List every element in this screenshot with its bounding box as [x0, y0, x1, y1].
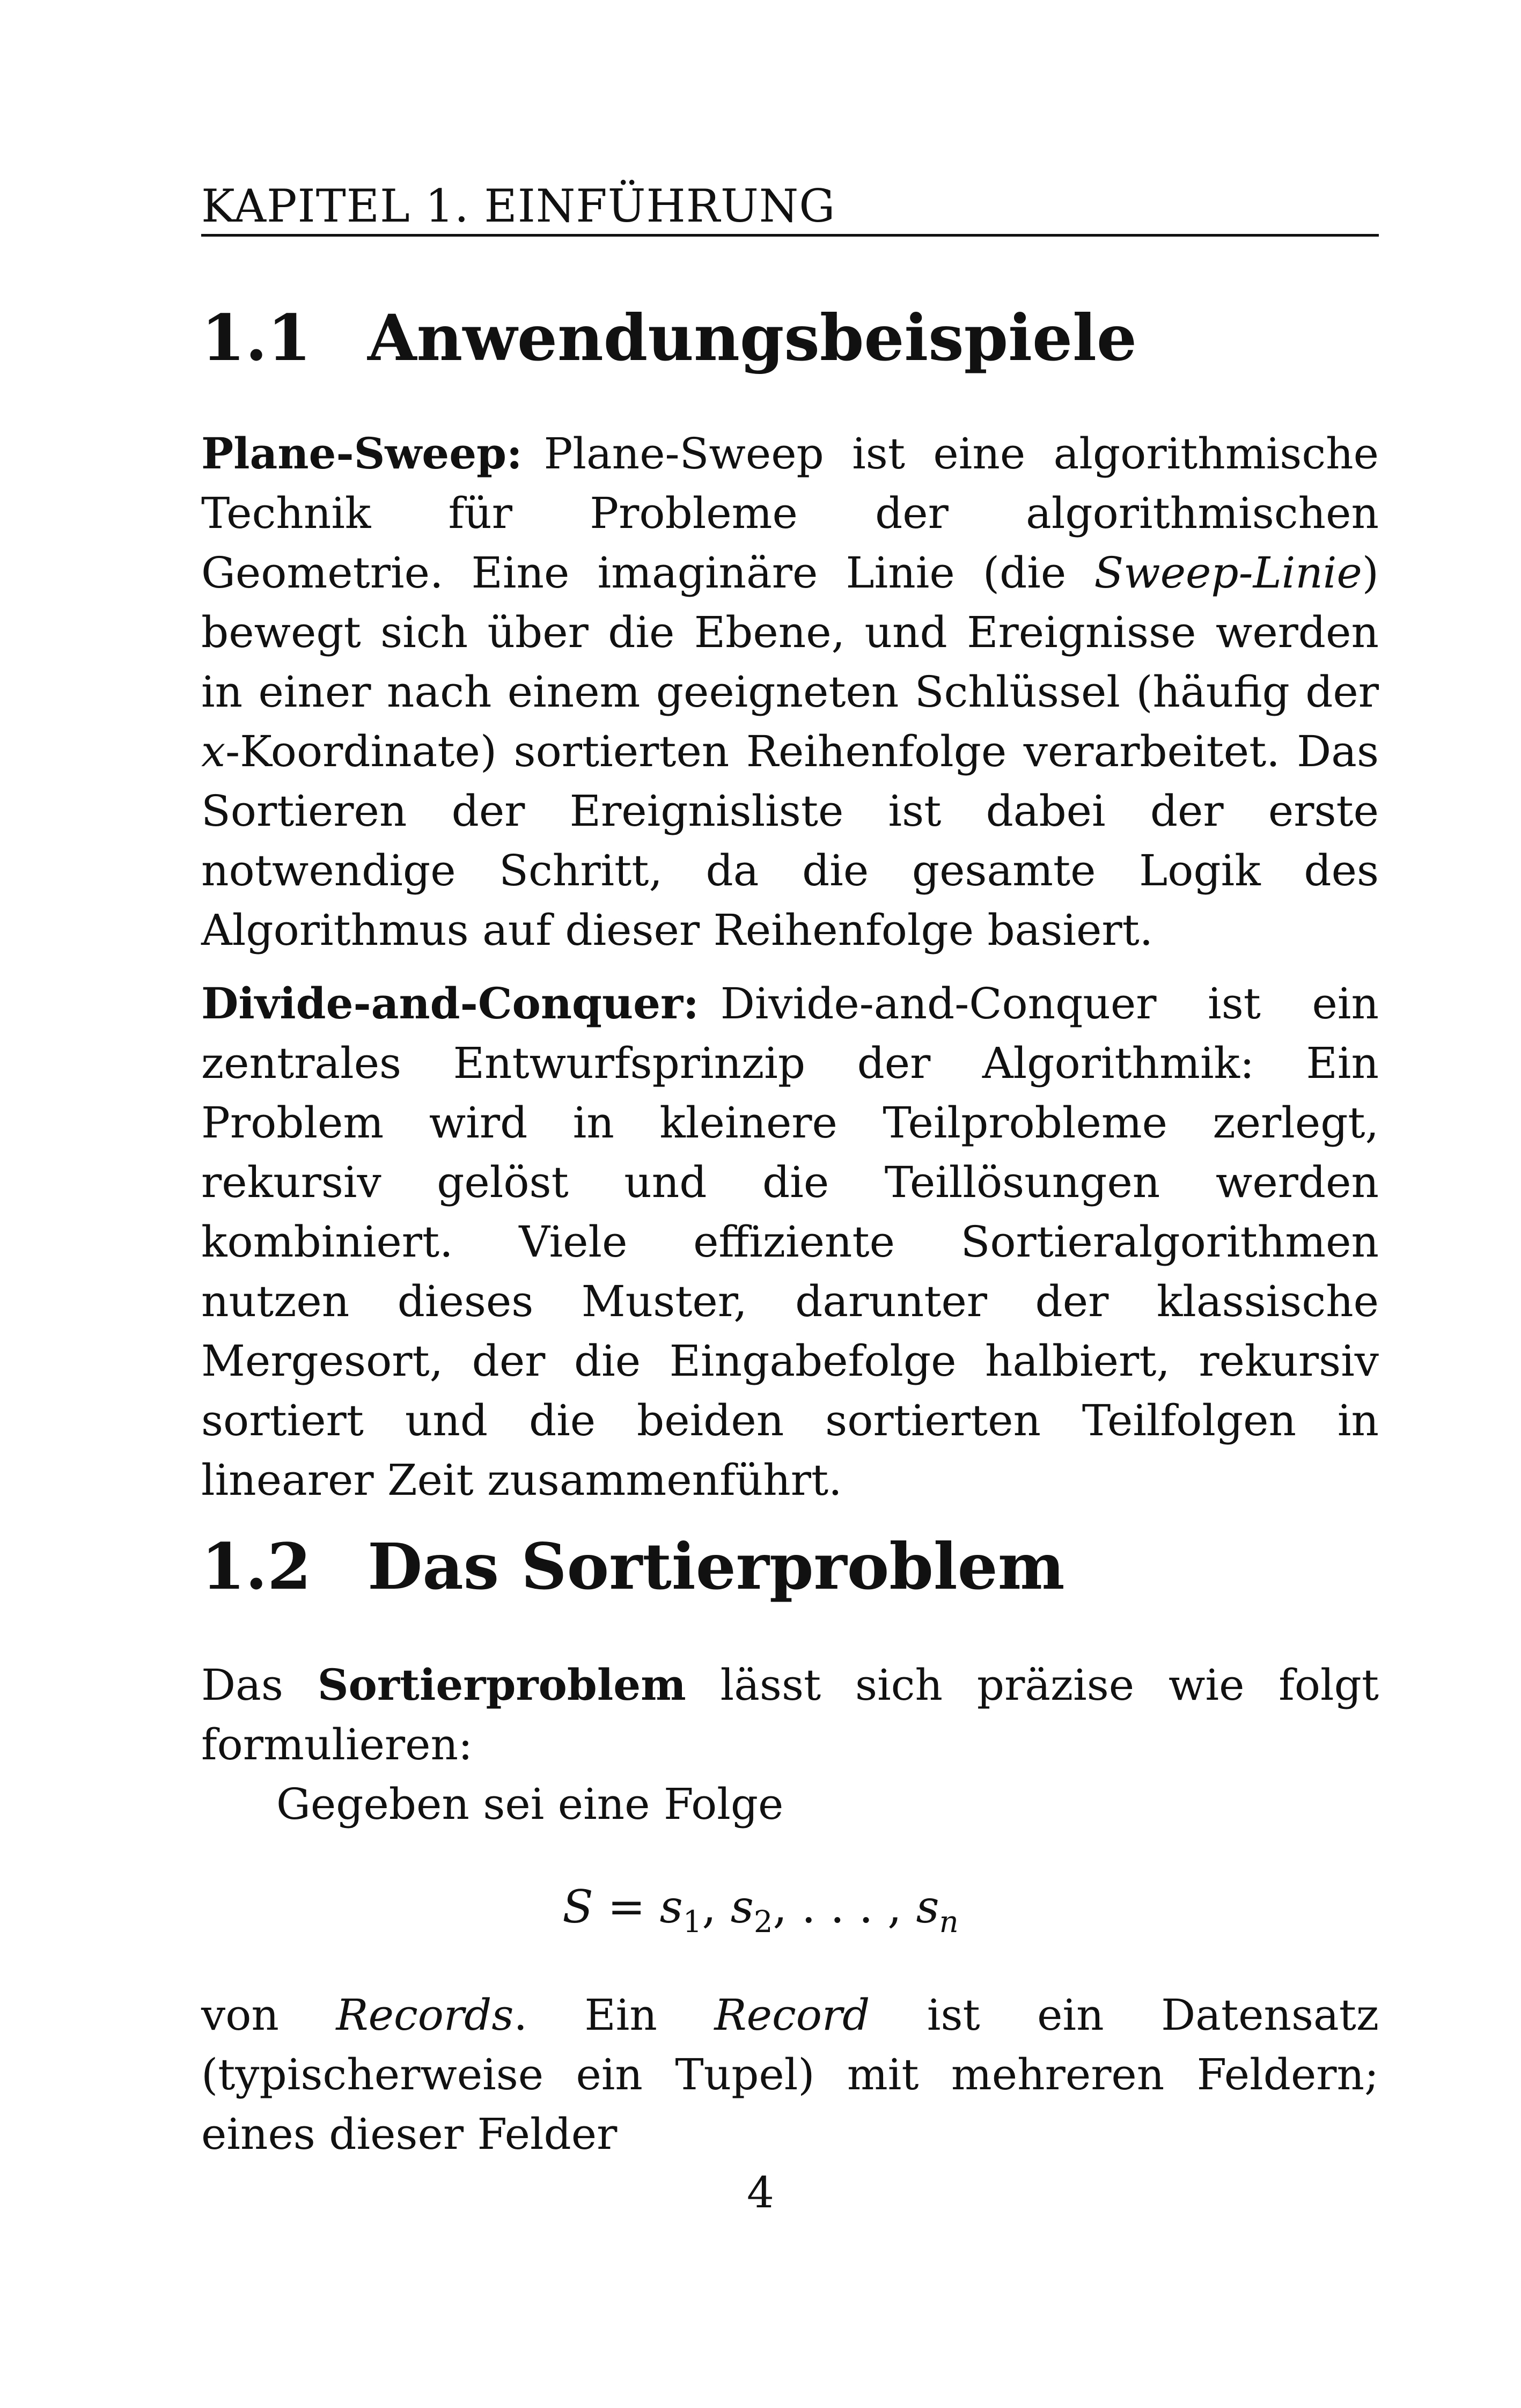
- bold-term: Sortierproblem: [317, 1660, 686, 1710]
- paragraph-text: lässt sich präzise wie folgt formulieren:: [201, 1660, 1379, 1770]
- display-formula: $S = s_1$, $s_2$, . . . , $s_n$: [562, 1881, 959, 1940]
- paragraph-text: von: [201, 1990, 336, 2040]
- paragraph-text: ist ein Datensatz (typischerweise ein Tupel) mit mehreren Feldern; eines dieser Felder: [201, 1990, 1379, 2159]
- section-number: 1.1: [201, 300, 312, 375]
- paragraph-text: . Ein: [513, 1990, 715, 2040]
- emphasized-term: Sweep-Linie: [1094, 548, 1362, 598]
- header-rule: [201, 234, 1379, 237]
- running-head: KAPITEL 1. EINFÜHRUNG: [201, 180, 836, 232]
- emphasized-term: Record: [714, 1990, 870, 2040]
- section-title: Das Sortierproblem: [368, 1529, 1065, 1604]
- paragraph-label: Divide-and-Conquer:: [201, 978, 699, 1029]
- paragraph-text: -Koordinate) sortierten Reihenfolge verarbeitet. Das Sortieren der Ereignisliste ist dabei der erste notwendige Schritt, da die gesamte Logik des Algorithmus auf dieser Reihenfolge basiert.: [201, 726, 1379, 955]
- paragraph-text: Das: [201, 1660, 318, 1710]
- paragraph-plane-sweep: [201, 424, 1379, 960]
- section-heading-1-1: [201, 300, 1137, 375]
- paragraph-given: Gegeben sei eine Folge: [276, 1779, 784, 1829]
- paragraph-divide-and-conquer: [201, 974, 1379, 1510]
- paragraph-records: [201, 1985, 1379, 2164]
- paragraph-text: Plane-Sweep ist eine algorithmische Technik für Probleme der algorithmischen Geometrie. Eine imaginäre Linie (die: [201, 429, 1379, 598]
- paragraph-sortierproblem-intro: [201, 1655, 1379, 1834]
- emphasized-term: Records: [336, 1990, 514, 2040]
- page-number: 4: [747, 2168, 774, 2218]
- paragraph-label: Plane-Sweep:: [201, 428, 523, 479]
- section-heading-1-2: [201, 1529, 1065, 1604]
- section-title: Anwendungsbeispiele: [368, 300, 1137, 375]
- paragraph-text: Divide-and-Conquer ist ein zentrales Entwurfsprinzip der Algorithmik: Ein Problem wird in kleinere Teilprobleme zerlegt, rekursiv gelöst und die Teillösungen werden kombiniert. Viele effiziente Sortieralgorithmen nutzen dieses Muster, darunter der klassische Mergesort, der die Eingabefolge halbiert, rekursiv sortiert und die beiden sortierten Teilfolgen in linearer Zeit zusammenführt.: [201, 979, 1379, 1505]
- math-variable: x: [201, 726, 226, 776]
- section-number: 1.2: [201, 1529, 312, 1604]
- paragraph-text: ) bewegt sich über die Ebene, und Ereignisse werden in einer nach einem geeigneten Schlüssel (häufig der: [201, 548, 1379, 717]
